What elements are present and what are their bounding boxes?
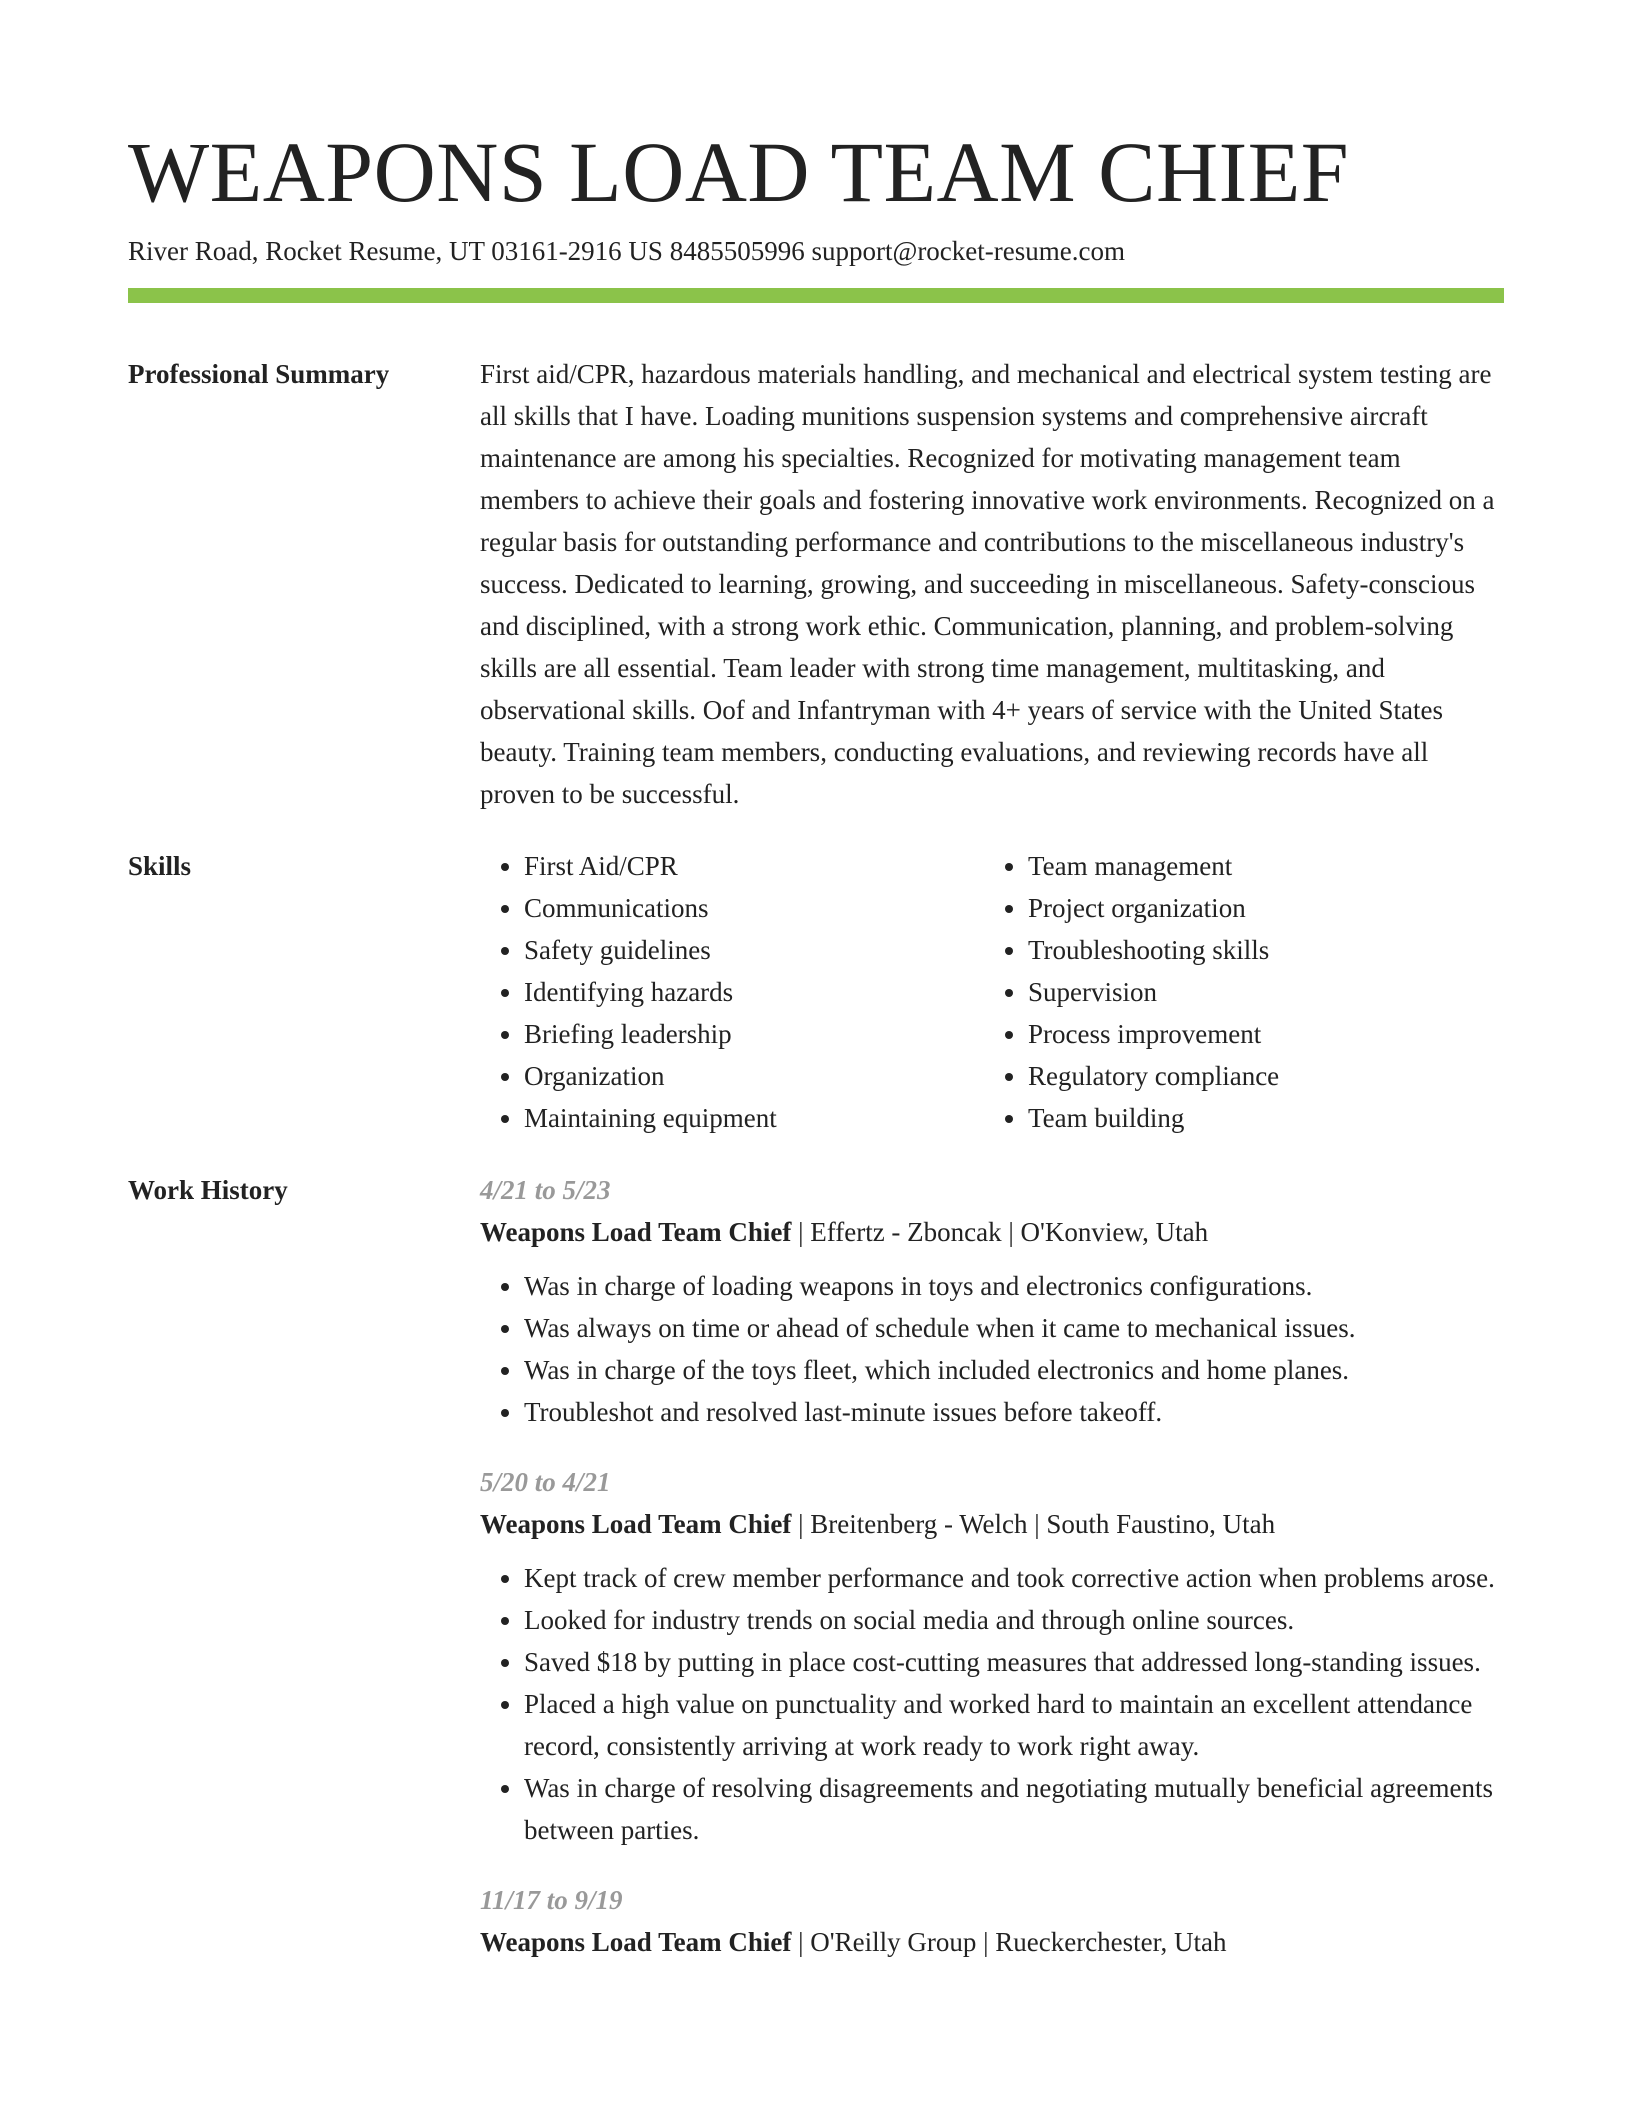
skills-label: Skills xyxy=(128,851,192,881)
skills-columns xyxy=(480,845,1504,1139)
duty-item: • Looked for industry trends on social media and through online sources. xyxy=(524,1599,1504,1641)
resume-page xyxy=(128,0,1504,1991)
duty-item: • Placed a high value on punctuality and worked hard to maintain an excellent attendance record, consistently arriving at work ready to work right away. xyxy=(524,1683,1504,1767)
skill-item: • Communications xyxy=(524,887,984,929)
skill-item: • Process improvement xyxy=(1028,1013,1488,1055)
job-title: Weapons Load Team Chief xyxy=(480,1509,792,1539)
job-date: 4/21 to 5/23 xyxy=(480,1175,611,1205)
skill-item: • Identifying hazards xyxy=(524,971,984,1013)
contact-line: River Road, Rocket Resume, UT 03161-2916 US 8485505996 support@rocket-resume.com xyxy=(128,236,1125,266)
summary-section xyxy=(128,353,1504,815)
job-duties xyxy=(480,1265,1504,1433)
job-heading xyxy=(480,1211,1504,1253)
resume-name: WEAPONS LOAD TEAM CHIEF xyxy=(128,124,1350,220)
job-title: Weapons Load Team Chief xyxy=(480,1927,792,1957)
job-date: 11/17 to 9/19 xyxy=(480,1885,623,1915)
job-entry xyxy=(480,1461,1504,1851)
job-entry xyxy=(480,1169,1504,1433)
job-details: | Effertz - Zboncak | O'Konview, Utah xyxy=(798,1217,1209,1247)
skill-item: • Maintaining equipment xyxy=(524,1097,984,1139)
job-duties xyxy=(480,1557,1504,1851)
skills-list-left xyxy=(480,845,984,1139)
duty-item: • Was in charge of the toys fleet, which included electronics and home planes. xyxy=(524,1349,1504,1391)
accent-rule xyxy=(128,288,1504,303)
skills-list-right xyxy=(984,845,1488,1139)
skill-item: • Organization xyxy=(524,1055,984,1097)
duty-item: • Was always on time or ahead of schedule when it came to mechanical issues. xyxy=(524,1307,1504,1349)
skill-item: • Briefing leadership xyxy=(524,1013,984,1055)
skill-item: • Project organization xyxy=(1028,887,1488,929)
duty-item: • Kept track of crew member performance and took corrective action when problems arose. xyxy=(524,1557,1504,1599)
duty-item: • Was in charge of loading weapons in toys and electronics configurations. xyxy=(524,1265,1504,1307)
skill-item: • Troubleshooting skills xyxy=(1028,929,1488,971)
job-date: 5/20 to 4/21 xyxy=(480,1467,611,1497)
work-history-section xyxy=(128,1169,1504,1991)
work-history-label: Work History xyxy=(128,1175,288,1205)
skill-item: • Safety guidelines xyxy=(524,929,984,971)
job-details: | Breitenberg - Welch | South Faustino, Utah xyxy=(798,1509,1276,1539)
summary-text: First aid/CPR, hazardous materials handling, and mechanical and electrical system testing are all skills that I have. Loading munitions suspension systems and comprehensive aircraft maintenance are among his specialties. Recognized for motivating management team members to achieve their goals and fostering innovative work environments. Recognized on a regular basis for outstanding performance and contributions to the miscellaneous industry's success. Dedicated to learning, growing, and succeeding in miscellaneous. Safety-conscious and disciplined, with a strong work ethic. Communication, planning, and problem-solving skills are all essential. Team leader with strong time management, multitasking, and observational skills. Oof and Infantryman with 4+ years of service with the United States beauty. Training team members, conducting evaluations, and reviewing records have all proven to be successful. xyxy=(480,359,1495,809)
job-entry xyxy=(480,1879,1504,1963)
duty-item: • Saved $18 by putting in place cost-cutting measures that addressed long-standing issues. xyxy=(524,1641,1504,1683)
skill-item: • Supervision xyxy=(1028,971,1488,1013)
work-history-body xyxy=(480,1169,1504,1991)
duty-item: • Troubleshot and resolved last-minute issues before takeoff. xyxy=(524,1391,1504,1433)
summary-label: Professional Summary xyxy=(128,359,390,389)
job-heading xyxy=(480,1921,1504,1963)
job-title: Weapons Load Team Chief xyxy=(480,1217,792,1247)
skill-item: • Regulatory compliance xyxy=(1028,1055,1488,1097)
skill-item: • Team building xyxy=(1028,1097,1488,1139)
summary-body xyxy=(480,353,1504,815)
skill-item: • First Aid/CPR xyxy=(524,845,984,887)
job-details: | O'Reilly Group | Rueckerchester, Utah xyxy=(798,1927,1227,1957)
skills-section xyxy=(128,845,1504,1139)
duty-item: • Was in charge of resolving disagreements and negotiating mutually beneficial agreements between parties. xyxy=(524,1767,1504,1851)
skill-item: • Team management xyxy=(1028,845,1488,887)
job-heading xyxy=(480,1503,1504,1545)
